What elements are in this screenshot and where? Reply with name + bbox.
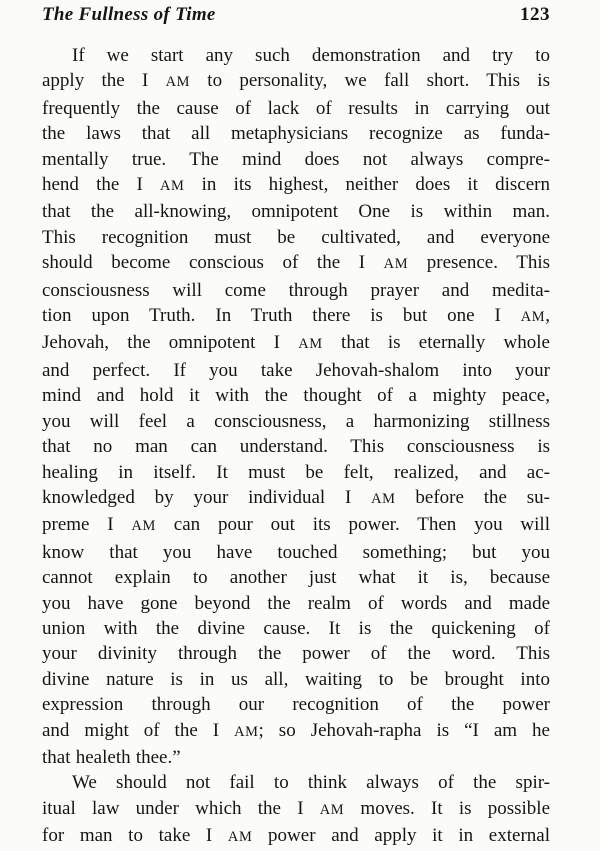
text-line: hend the I AM in its highest, neither does it discern: [42, 174, 550, 196]
small-caps-am: AM: [298, 336, 323, 353]
text-line: that no man can understand. This consciousness is: [42, 436, 550, 458]
text-line: mentally true. The mind does not always compre-: [42, 148, 550, 170]
small-caps-am: AM: [520, 309, 546, 326]
text-line: know that you have touched something; but you: [42, 541, 550, 563]
small-caps-am: AM: [371, 490, 396, 507]
text-line: you have gone beyond the realm of words and made: [42, 592, 550, 614]
small-caps-am: AM: [319, 801, 345, 818]
text-line: and might of the I AM; so Jehovah-rapha is “I am he: [42, 719, 550, 741]
small-caps-am: AM: [131, 518, 156, 535]
text-line: Jehovah, the omnipotent I AM that is eternally whole: [42, 332, 550, 354]
running-header: [42, 3, 550, 26]
text-line: If we start any such demonstration and try to: [72, 45, 550, 66]
paragraph: [42, 770, 550, 850]
text-line: and perfect. If you take Jehovah-shalom into your: [42, 359, 550, 381]
text-line: for man to take I AM power and apply it in external: [42, 825, 550, 847]
text-line: cannot explain to another just what it is, because: [42, 567, 550, 589]
text-line: apply the I AM to personality, we fall short. This is: [42, 70, 550, 92]
text-line: frequently the cause of lack of results in carrying out: [42, 97, 550, 119]
small-caps-am: AM: [227, 829, 253, 846]
text-line: you will feel a consciousness, a harmonizing stillness: [42, 410, 550, 432]
text-line: knowledged by your individual I AM before the su-: [42, 486, 550, 508]
text-line: your divinity through the power of the word. This: [42, 643, 550, 665]
text-block: [42, 43, 550, 851]
text-line: tion upon Truth. In Truth there is but one I AM,: [42, 305, 550, 327]
text-line: This recognition must be cultivated, and everyone: [42, 226, 550, 248]
text-line: union with the divine cause. It is the quickening of: [42, 617, 550, 639]
small-caps-am: AM: [165, 74, 191, 91]
text-line: We should not fail to think always of the spir-: [72, 772, 550, 794]
text-line: expression through our recognition of the power: [42, 694, 550, 716]
text-line: the laws that all metaphysicians recognize as funda-: [42, 123, 550, 145]
text-line: itual law under which the I AM moves. It is possible: [42, 797, 551, 819]
page-number: 123: [520, 4, 550, 25]
text-line: preme I AM can pour out its power. Then you will: [42, 514, 550, 536]
small-caps-am: AM: [234, 723, 259, 740]
text-line: should become conscious of the I AM presence. This: [42, 252, 550, 274]
small-caps-am: AM: [383, 256, 409, 273]
text-line: consciousness will come through prayer and medita-: [42, 279, 550, 301]
text-line: healing in itself. It must be felt, realized, and ac-: [42, 461, 550, 483]
small-caps-am: AM: [159, 178, 185, 195]
text-line: that the all-knowing, omnipotent One is within man.: [42, 201, 550, 223]
chapter-title: The Fullness of Time: [42, 4, 216, 25]
text-line: that healeth thee.”: [42, 746, 181, 768]
paragraph: [42, 43, 550, 770]
text-line: mind and hold it with the thought of a mighty peace,: [42, 385, 550, 407]
text-line: divine nature is in us all, waiting to be brought into: [42, 668, 550, 690]
